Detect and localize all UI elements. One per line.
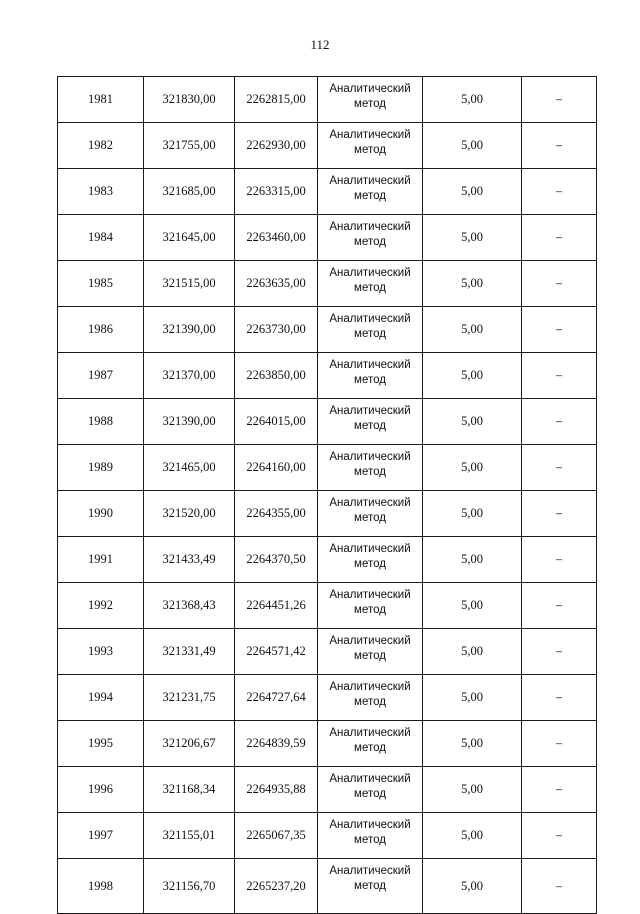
note-cell: –: [522, 123, 597, 169]
y-coordinate-cell: 2264370,50: [235, 537, 318, 583]
point-number-cell: 1981: [58, 77, 144, 123]
accuracy-cell: 5,00: [423, 399, 522, 445]
method-line-2: метод: [354, 420, 386, 432]
point-number-cell: 1984: [58, 215, 144, 261]
method-cell: [318, 629, 423, 675]
x-coordinate-cell: 321155,01: [144, 813, 235, 859]
x-coordinate-cell: 321755,00: [144, 123, 235, 169]
method-cell: [318, 261, 423, 307]
method-line-1: Аналитический: [329, 543, 411, 555]
point-number-cell: 1983: [58, 169, 144, 215]
method-line-2: метод: [354, 512, 386, 524]
table-row: [58, 859, 597, 914]
note-cell: –: [522, 169, 597, 215]
point-number-cell: 1998: [58, 859, 144, 914]
accuracy-cell: 5,00: [423, 261, 522, 307]
y-coordinate-cell: 2263460,00: [235, 215, 318, 261]
x-coordinate-cell: 321231,75: [144, 675, 235, 721]
point-number-cell: 1990: [58, 491, 144, 537]
method-line-2: метод: [354, 282, 386, 294]
method-cell: [318, 169, 423, 215]
y-coordinate-cell: 2264015,00: [235, 399, 318, 445]
y-coordinate-cell: 2264160,00: [235, 445, 318, 491]
accuracy-cell: 5,00: [423, 169, 522, 215]
accuracy-cell: 5,00: [423, 77, 522, 123]
note-cell: –: [522, 629, 597, 675]
accuracy-cell: 5,00: [423, 537, 522, 583]
table-row: [58, 353, 597, 399]
method-cell: [318, 77, 423, 123]
x-coordinate-cell: 321331,49: [144, 629, 235, 675]
accuracy-cell: 5,00: [423, 307, 522, 353]
x-coordinate-cell: 321368,43: [144, 583, 235, 629]
table-row: [58, 307, 597, 353]
method-line-1: Аналитический: [329, 129, 411, 141]
method-cell: [318, 491, 423, 537]
method-line-2: метод: [354, 98, 386, 110]
y-coordinate-cell: 2263635,00: [235, 261, 318, 307]
method-line-1: Аналитический: [329, 635, 411, 647]
note-cell: –: [522, 721, 597, 767]
y-coordinate-cell: 2265237,20: [235, 859, 318, 914]
page-number: 112: [310, 37, 330, 52]
table-row: [58, 583, 597, 629]
accuracy-cell: 5,00: [423, 491, 522, 537]
method-line-1: Аналитический: [329, 727, 411, 739]
method-line-2: метод: [354, 328, 386, 340]
y-coordinate-cell: 2262815,00: [235, 77, 318, 123]
y-coordinate-cell: 2264935,88: [235, 767, 318, 813]
note-cell: –: [522, 215, 597, 261]
point-number-cell: 1995: [58, 721, 144, 767]
table-row: [58, 77, 597, 123]
x-coordinate-cell: 321515,00: [144, 261, 235, 307]
accuracy-cell: 5,00: [423, 123, 522, 169]
accuracy-cell: 5,00: [423, 767, 522, 813]
coordinates-table: [57, 76, 597, 914]
y-coordinate-cell: 2263730,00: [235, 307, 318, 353]
method-cell: [318, 721, 423, 767]
note-cell: –: [522, 859, 597, 914]
x-coordinate-cell: 321433,49: [144, 537, 235, 583]
y-coordinate-cell: 2263315,00: [235, 169, 318, 215]
table-row: [58, 169, 597, 215]
method-line-2: метод: [354, 190, 386, 202]
method-cell: [318, 215, 423, 261]
method-line-2: метод: [354, 742, 386, 754]
method-line-2: метод: [354, 466, 386, 478]
method-cell: [318, 445, 423, 491]
y-coordinate-cell: 2262930,00: [235, 123, 318, 169]
method-cell: [318, 123, 423, 169]
method-line-1: Аналитический: [329, 359, 411, 371]
method-line-1: Аналитический: [329, 267, 411, 279]
table-row: [58, 123, 597, 169]
table-row: [58, 675, 597, 721]
x-coordinate-cell: 321645,00: [144, 215, 235, 261]
point-number-cell: 1994: [58, 675, 144, 721]
y-coordinate-cell: 2264839,59: [235, 721, 318, 767]
table-row: [58, 721, 597, 767]
accuracy-cell: 5,00: [423, 353, 522, 399]
x-coordinate-cell: 321390,00: [144, 399, 235, 445]
point-number-cell: 1986: [58, 307, 144, 353]
method-line-2: метод: [354, 604, 386, 616]
note-cell: –: [522, 767, 597, 813]
point-number-cell: 1996: [58, 767, 144, 813]
note-cell: –: [522, 307, 597, 353]
x-coordinate-cell: 321685,00: [144, 169, 235, 215]
x-coordinate-cell: 321206,67: [144, 721, 235, 767]
coordinates-table-body: [58, 77, 597, 914]
method-line-1: Аналитический: [329, 451, 411, 463]
accuracy-cell: 5,00: [423, 583, 522, 629]
x-coordinate-cell: 321465,00: [144, 445, 235, 491]
y-coordinate-cell: 2263850,00: [235, 353, 318, 399]
point-number-cell: 1992: [58, 583, 144, 629]
note-cell: –: [522, 491, 597, 537]
method-line-2: метод: [354, 834, 386, 846]
x-coordinate-cell: 321370,00: [144, 353, 235, 399]
y-coordinate-cell: 2264571,42: [235, 629, 318, 675]
method-cell: [318, 537, 423, 583]
method-cell: [318, 583, 423, 629]
accuracy-cell: 5,00: [423, 859, 522, 914]
accuracy-cell: 5,00: [423, 813, 522, 859]
point-number-cell: 1988: [58, 399, 144, 445]
table-row: [58, 491, 597, 537]
x-coordinate-cell: 321520,00: [144, 491, 235, 537]
accuracy-cell: 5,00: [423, 215, 522, 261]
point-number-cell: 1982: [58, 123, 144, 169]
accuracy-cell: 5,00: [423, 445, 522, 491]
table-row: [58, 813, 597, 859]
method-line-2: метод: [354, 558, 386, 570]
y-coordinate-cell: 2264451,26: [235, 583, 318, 629]
method-line-1: Аналитический: [329, 221, 411, 233]
table-row: [58, 399, 597, 445]
y-coordinate-cell: 2265067,35: [235, 813, 318, 859]
accuracy-cell: 5,00: [423, 629, 522, 675]
x-coordinate-cell: 321830,00: [144, 77, 235, 123]
note-cell: –: [522, 537, 597, 583]
method-line-1: Аналитический: [329, 865, 411, 877]
method-cell: [318, 353, 423, 399]
y-coordinate-cell: 2264355,00: [235, 491, 318, 537]
accuracy-cell: 5,00: [423, 675, 522, 721]
note-cell: –: [522, 77, 597, 123]
point-number-cell: 1985: [58, 261, 144, 307]
note-cell: –: [522, 583, 597, 629]
method-line-2: метод: [354, 650, 386, 662]
point-number-cell: 1989: [58, 445, 144, 491]
note-cell: –: [522, 353, 597, 399]
note-cell: –: [522, 399, 597, 445]
x-coordinate-cell: 321390,00: [144, 307, 235, 353]
note-cell: –: [522, 675, 597, 721]
table-row: [58, 215, 597, 261]
table-row: [58, 767, 597, 813]
method-cell: [318, 399, 423, 445]
x-coordinate-cell: 321156,70: [144, 859, 235, 914]
method-line-1: Аналитический: [329, 589, 411, 601]
method-cell: [318, 813, 423, 859]
method-cell: [318, 675, 423, 721]
point-number-cell: 1993: [58, 629, 144, 675]
table-row: [58, 629, 597, 675]
method-line-1: Аналитический: [329, 497, 411, 509]
note-cell: –: [522, 261, 597, 307]
method-line-2: метод: [354, 880, 386, 892]
method-line-2: метод: [354, 788, 386, 800]
y-coordinate-cell: 2264727,64: [235, 675, 318, 721]
x-coordinate-cell: 321168,34: [144, 767, 235, 813]
method-line-1: Аналитический: [329, 681, 411, 693]
method-line-2: метод: [354, 236, 386, 248]
point-number-cell: 1997: [58, 813, 144, 859]
table-row: [58, 537, 597, 583]
method-line-1: Аналитический: [329, 405, 411, 417]
method-line-1: Аналитический: [329, 175, 411, 187]
method-line-1: Аналитический: [329, 83, 411, 95]
method-line-1: Аналитический: [329, 773, 411, 785]
point-number-cell: 1991: [58, 537, 144, 583]
point-number-cell: 1987: [58, 353, 144, 399]
note-cell: –: [522, 445, 597, 491]
table-row: [58, 261, 597, 307]
method-line-2: метод: [354, 696, 386, 708]
table-row: [58, 445, 597, 491]
method-cell: [318, 859, 423, 914]
method-line-2: метод: [354, 374, 386, 386]
method-line-1: Аналитический: [329, 819, 411, 831]
method-line-2: метод: [354, 144, 386, 156]
accuracy-cell: 5,00: [423, 721, 522, 767]
method-cell: [318, 767, 423, 813]
note-cell: –: [522, 813, 597, 859]
method-line-1: Аналитический: [329, 313, 411, 325]
method-cell: [318, 307, 423, 353]
